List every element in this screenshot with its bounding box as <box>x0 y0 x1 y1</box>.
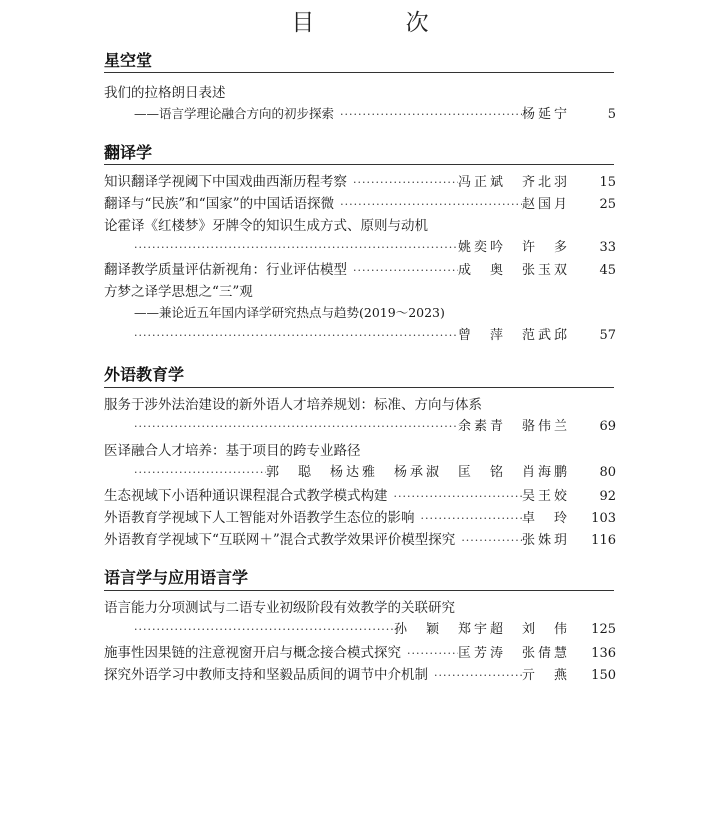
section-rule <box>104 72 614 73</box>
entry-title: 外语教育学视域下人工智能对外语教学生态位的影响 <box>104 510 415 526</box>
entry-authors: 卓 玲 <box>521 511 570 526</box>
toc-entry[interactable] <box>104 486 616 506</box>
entry-page: 57 <box>599 328 616 343</box>
dot-leader <box>104 326 458 346</box>
entry-authors: 赵国月 <box>521 197 570 212</box>
entry-title: 生态视域下小语种通识课程混合式教学模式构建 <box>104 488 388 504</box>
dot-leader <box>104 620 394 640</box>
entry-page: 136 <box>591 646 616 661</box>
dot-leader <box>428 666 522 686</box>
entry-title: 探究外语学习中教师支持和坚毅品质间的调节中介机制 <box>104 667 428 683</box>
section-rule <box>104 387 614 388</box>
entry-page: 15 <box>599 175 616 190</box>
toc-entry-subline[interactable] <box>104 620 616 640</box>
toc-entry[interactable] <box>104 530 616 550</box>
entry-authors: 匡芳涛 张倩慧 <box>457 646 570 661</box>
entry-title: 施事性因果链的注意视窗开启与概念接合模式探究 <box>104 645 401 661</box>
entry-title: 论霍译《红楼梦》牙牌令的知识生成方式、原则与动机 <box>104 218 428 234</box>
section-heading-xingkongtang: 星空堂 <box>104 51 153 70</box>
entry-title: 我们的拉格朗日表述 <box>104 85 226 101</box>
dot-leader <box>455 531 522 551</box>
toc-entry[interactable] <box>104 194 616 214</box>
entry-authors: 冯正斌 齐北羽 <box>457 175 570 190</box>
entry-page: 92 <box>599 489 616 504</box>
dot-leader <box>334 105 522 125</box>
toc-entry-subline[interactable] <box>104 326 616 346</box>
entry-authors: 杨延宁 <box>521 107 570 122</box>
entry-authors: 亓 燕 <box>521 668 570 683</box>
entry-subtitle: ——语言学理论融合方向的初步探索 <box>134 106 335 121</box>
toc-entry[interactable] <box>104 665 616 685</box>
entry-title: 知识翻译学视阈下中国戏曲西渐历程考察 <box>104 174 347 190</box>
entry-title: 外语教育学视域下“互联网＋”混合式教学效果评价模型探究 <box>104 532 456 548</box>
entry-authors: 成 奥 张玉双 <box>457 263 570 278</box>
toc-entry[interactable] <box>104 216 616 236</box>
entry-authors: 吴王姣 <box>521 489 570 504</box>
entry-page: 125 <box>591 622 616 637</box>
entry-title: 医译融合人才培养：基于项目的跨专业路径 <box>104 443 361 459</box>
dot-leader <box>104 417 458 437</box>
toc-entry-subline[interactable] <box>104 238 616 258</box>
entry-page: 45 <box>599 263 616 278</box>
entry-page: 33 <box>599 240 616 255</box>
entry-page: 80 <box>599 465 616 480</box>
entry-page: 116 <box>591 533 616 548</box>
toc-entry[interactable] <box>104 441 616 461</box>
page-title: 目 次 <box>291 10 471 36</box>
entry-authors: 孙 颖 郑宇超 刘 伟 <box>393 622 570 637</box>
entry-page: 150 <box>591 668 616 683</box>
entry-title: 方梦之译学思想之“三”观 <box>104 284 253 300</box>
entry-authors: 曾 萍 范武邱 <box>457 328 570 343</box>
entry-page: 25 <box>599 197 616 212</box>
toc-entry[interactable] <box>104 643 616 663</box>
toc-entry-subtitle-line <box>134 303 616 323</box>
toc-entry[interactable] <box>104 172 616 192</box>
toc-entry[interactable] <box>104 83 616 103</box>
section-heading-fl-education: 外语教育学 <box>104 365 185 384</box>
section-heading-linguistics: 语言学与应用语言学 <box>104 568 249 587</box>
toc-entry[interactable] <box>104 598 616 618</box>
toc-entry-subline[interactable] <box>104 463 616 483</box>
entry-title: 服务于涉外法治建设的新外语人才培养规划：标准、方向与体系 <box>104 397 482 413</box>
entry-title: 翻译教学质量评估新视角：行业评估模型 <box>104 262 347 278</box>
dot-leader <box>334 195 522 215</box>
entry-authors: 郭 聪 杨达雅 杨承淑 匡 铭 肖海鹏 <box>265 465 570 480</box>
toc-entry[interactable] <box>104 260 616 280</box>
entry-authors: 余素青 骆伟兰 <box>457 419 570 434</box>
entry-authors: 姚奕吟 许 多 <box>457 240 570 255</box>
section-heading-translation: 翻译学 <box>104 143 153 162</box>
dot-leader <box>347 173 458 193</box>
dot-leader <box>388 487 522 507</box>
entry-title: 语言能力分项测试与二语专业初级阶段有效教学的关联研究 <box>104 600 455 616</box>
section-rule <box>104 590 614 591</box>
entry-page: 103 <box>591 511 616 526</box>
entry-page: 69 <box>599 419 616 434</box>
toc-entry[interactable] <box>104 395 616 415</box>
entry-authors: 张姝玥 <box>521 533 570 548</box>
dot-leader <box>415 509 522 529</box>
dot-leader <box>347 261 458 281</box>
entry-subtitle: ——兼论近五年国内译学研究热点与趋势(2019～2023) <box>134 305 445 320</box>
toc-entry-subline[interactable] <box>134 104 616 124</box>
entry-page: 5 <box>607 107 616 122</box>
entry-title: 翻译与“民族”和“国家”的中国话语探微 <box>104 196 335 212</box>
section-rule <box>104 164 614 165</box>
toc-entry-subline[interactable] <box>104 417 616 437</box>
toc-entry[interactable] <box>104 508 616 528</box>
dot-leader <box>104 238 458 258</box>
dot-leader <box>104 463 266 483</box>
toc-entry[interactable] <box>104 282 616 302</box>
dot-leader <box>401 644 458 664</box>
